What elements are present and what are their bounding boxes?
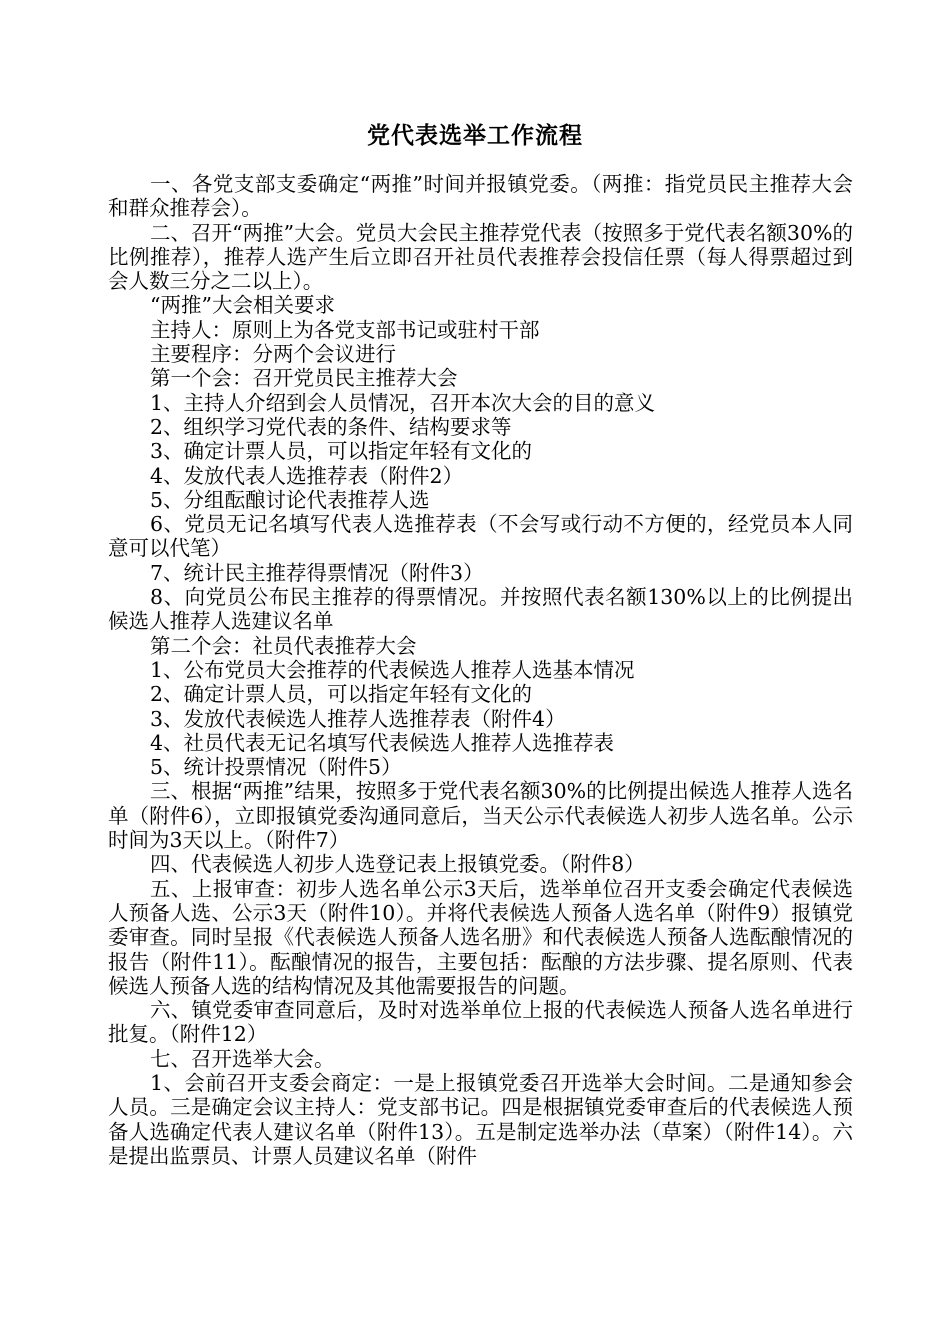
paragraph-19: 4、社员代表无记名填写代表候选人推荐人选推荐表 — [150, 730, 615, 755]
paragraph-3: “两推”大会相关要求 — [150, 293, 335, 318]
paragraph-12: 6、党员无记名填写代表人选推荐表（不会写或行动不方便的，经党员本人同意可以代笔） — [108, 512, 853, 561]
paragraph-23: 五、上报审查：初步人选名单公示3天后，选举单位召开支委会确定代表候选人预备人选、公示3天（附件10）。并将代表候选人预备人选名单（附件9）报镇党委审查。同时呈报《代表候选人预备人选名册》和代表候选人预备人选酝酿情况的报告（附件11）。酝酿情况的报告，主要包括：酝酿的方法步骤、提名原则、代表候选人预备人选的结构情况及其他需要报告的问题。 — [108, 876, 853, 998]
document-body — [108, 172, 853, 1168]
paragraph-10: 4、发放代表人选推荐表（附件2） — [150, 463, 464, 488]
paragraph-25: 七、召开选举大会。 — [150, 1046, 335, 1071]
paragraph-4: 主持人：原则上为各党支部书记或驻村干部 — [150, 317, 540, 342]
paragraph-15: 第二个会：社员代表推荐大会 — [150, 633, 417, 658]
paragraph-13: 7、统计民主推荐得票情况（附件3） — [150, 560, 484, 585]
paragraph-18: 3、发放代表候选人推荐人选推荐表（附件4） — [150, 706, 566, 731]
paragraph-9: 3、确定计票人员，可以指定年轻有文化的 — [150, 439, 533, 464]
paragraph-21: 三、根据“两推”结果，按照多于党代表名额30%的比例提出候选人推荐人选名单（附件6），立即报镇党委沟通同意后，当天公示代表候选人初步人选名单。公示时间为3天以上。（附件7） — [108, 779, 853, 853]
paragraph-2: 二、召开“两推”大会。党员大会民主推荐党代表（按照多于党代表名额30%的比例推荐），推荐人选产生后立即召开社员代表推荐会投信任票（每人得票超过到会人数三分之二以上）。 — [108, 220, 853, 294]
paragraph-26: 1、会前召开支委会商定：一是上报镇党委召开选举大会时间。二是通知参会人员。三是确定会议主持人：党支部书记。四是根据镇党委审查后的代表候选人预备人选确定代表人建议名单（附件13）。五是制定选举办法（草案）（附件14）。六是提出监票员、计票人员建议名单（附件 — [108, 1070, 853, 1168]
paragraph-5: 主要程序：分两个会议进行 — [150, 342, 396, 367]
paragraph-22: 四、代表候选人初步人选登记表上报镇党委。（附件8） — [150, 852, 645, 877]
paragraph-7: 1、主持人介绍到会人员情况，召开本次大会的目的意义 — [150, 390, 656, 415]
paragraph-1: 一、各党支部支委确定“两推”时间并报镇党委。（两推：指党员民主推荐大会和群众推荐会）。 — [108, 172, 853, 221]
paragraph-6: 第一个会：召开党员民主推荐大会 — [150, 366, 458, 391]
paragraph-17: 2、确定计票人员，可以指定年轻有文化的 — [150, 682, 533, 707]
paragraph-20: 5、统计投票情况（附件5） — [150, 755, 402, 780]
paragraph-11: 5、分组酝酿讨论代表推荐人选 — [150, 487, 430, 512]
paragraph-14: 8、向党员公布民主推荐的得票情况。并按照代表名额130%以上的比例提出候选人推荐人选建议名单 — [108, 585, 853, 634]
document-title: 党代表选举工作流程 — [367, 122, 583, 149]
paragraph-24: 六、镇党委审查同意后，及时对选举单位上报的代表候选人预备人选名单进行批复。（附件12） — [108, 998, 853, 1047]
paragraph-8: 2、组织学习党代表的条件、结构要求等 — [150, 414, 512, 439]
paragraph-16: 1、公布党员大会推荐的代表候选人推荐人选基本情况 — [150, 657, 635, 682]
